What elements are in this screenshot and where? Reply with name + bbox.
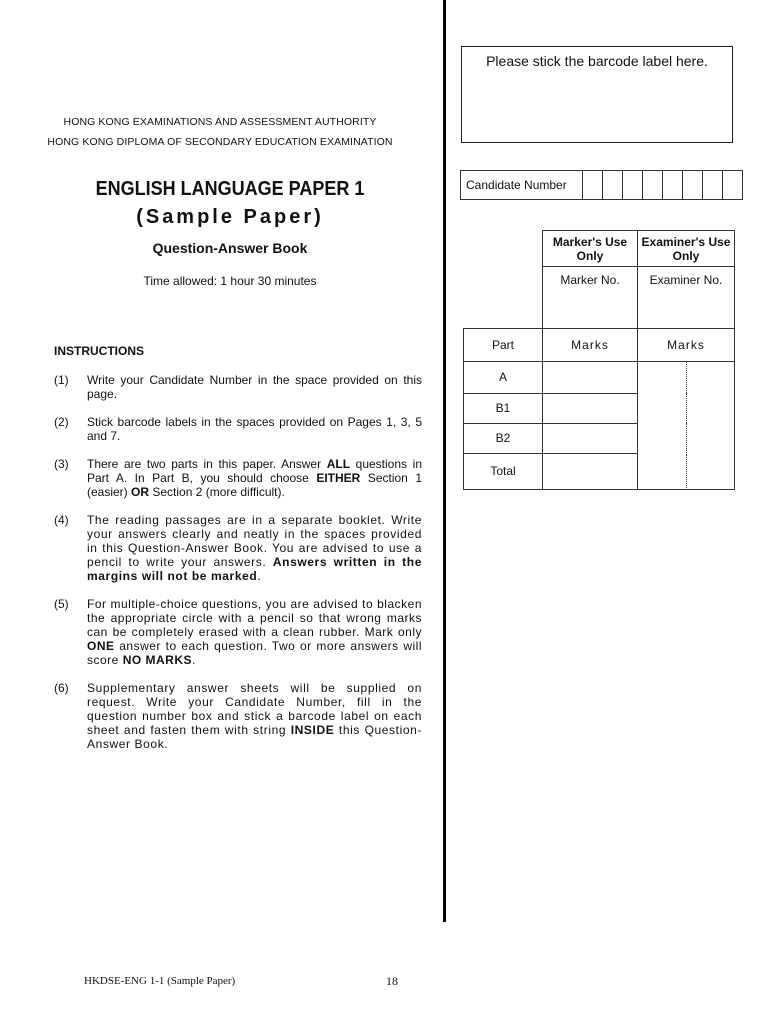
instruction-number: (6) bbox=[54, 681, 69, 695]
candidate-number-label: Candidate Number bbox=[461, 171, 583, 200]
examiner-marks-cell[interactable] bbox=[638, 393, 735, 423]
instruction-text: Stick barcode labels in the spaces provided on Pages 1, 3, 5 and 7. bbox=[87, 415, 422, 443]
time-allowed: Time allowed: 1 hour 30 minutes bbox=[143, 274, 317, 288]
instruction-text: The reading passages are in a separate booklet. Write your answers clearly and neatly in the spaces provided in this Question-Answer Book. You are advised to use a pencil to write your answers. Answers written in the margins will not be marked. bbox=[87, 513, 422, 583]
part-label-a: A bbox=[464, 362, 543, 394]
marks-table bbox=[463, 230, 735, 490]
examiner-marks-cell[interactable] bbox=[638, 362, 735, 394]
marker-marks-header: Marks bbox=[543, 329, 638, 362]
marker-total-cell[interactable] bbox=[543, 453, 638, 489]
marker-marks-cell[interactable] bbox=[543, 393, 638, 423]
examiner-marks-cell[interactable] bbox=[638, 423, 735, 453]
instruction-text: Write your Candidate Number in the space provided on this page. bbox=[87, 373, 422, 401]
page-divider bbox=[443, 0, 446, 922]
footer-paper-code: HKDSE-ENG 1-1 (Sample Paper) bbox=[84, 975, 236, 987]
exam-name: HONG KONG DIPLOMA OF SECONDARY EDUCATION EXAMINATION bbox=[47, 136, 393, 148]
part-label-total: Total bbox=[464, 453, 543, 489]
book-label: Question-Answer Book bbox=[152, 240, 308, 256]
instruction-item bbox=[54, 415, 422, 443]
instruction-item bbox=[54, 513, 422, 583]
instruction-item bbox=[54, 457, 422, 499]
instruction-item bbox=[54, 597, 422, 667]
instruction-number: (4) bbox=[54, 513, 69, 527]
marker-marks-cell[interactable] bbox=[543, 362, 638, 394]
candidate-digit-box[interactable] bbox=[583, 171, 603, 200]
instruction-number: (3) bbox=[54, 457, 69, 471]
candidate-digit-box[interactable] bbox=[623, 171, 643, 200]
examiner-no-label: Examiner No. bbox=[638, 267, 735, 329]
candidate-digit-box[interactable] bbox=[603, 171, 623, 200]
page-number: 18 bbox=[386, 974, 398, 988]
marker-use-header: Marker's Use Only bbox=[543, 231, 638, 267]
candidate-digit-box[interactable] bbox=[683, 171, 703, 200]
examiner-use-header: Examiner's Use Only bbox=[638, 231, 735, 267]
instruction-text: There are two parts in this paper. Answer ALL questions in Part A. In Part B, you should choose EITHER Section 1 (easier) OR Section 2 (more difficult). bbox=[87, 457, 422, 499]
barcode-instruction: Please stick the barcode label here. bbox=[486, 53, 708, 69]
instruction-item bbox=[54, 373, 422, 401]
candidate-digit-box[interactable] bbox=[703, 171, 723, 200]
examiner-marks-header: Marks bbox=[638, 329, 735, 362]
marker-no-label: Marker No. bbox=[543, 267, 638, 329]
instruction-text: Supplementary answer sheets will be supplied on request. Write your Candidate Number, fill in the question number box and stick a barcode label on each sheet and fasten them with string INSIDE this Question-Answer Book. bbox=[87, 681, 422, 751]
candidate-digit-box[interactable] bbox=[643, 171, 663, 200]
instruction-number: (5) bbox=[54, 597, 69, 611]
instructions-heading: INSTRUCTIONS bbox=[54, 344, 144, 358]
candidate-digit-box[interactable] bbox=[723, 171, 743, 200]
candidate-digit-box[interactable] bbox=[663, 171, 683, 200]
paper-title: ENGLISH LANGUAGE PAPER 1 bbox=[95, 178, 365, 200]
part-label-b1: B1 bbox=[464, 393, 543, 423]
paper-subtitle: (Sample Paper) bbox=[136, 206, 324, 228]
authority-name: HONG KONG EXAMINATIONS AND ASSESSMENT AUTHORITY bbox=[63, 116, 377, 128]
instruction-item bbox=[54, 681, 422, 751]
marker-marks-cell[interactable] bbox=[543, 423, 638, 453]
candidate-number-table bbox=[460, 170, 743, 200]
barcode-label-area[interactable] bbox=[461, 46, 733, 143]
instruction-number: (2) bbox=[54, 415, 69, 429]
part-column-header: Part bbox=[464, 329, 543, 362]
examiner-total-cell[interactable] bbox=[638, 453, 735, 489]
part-label-b2: B2 bbox=[464, 423, 543, 453]
instruction-number: (1) bbox=[54, 373, 69, 387]
instruction-text: For multiple-choice questions, you are advised to blacken the appropriate circle with a pencil so that wrong marks can be completely erased with a clean rubber. Mark only ONE answer to each question. Two or more answers will score NO MARKS. bbox=[87, 597, 422, 667]
